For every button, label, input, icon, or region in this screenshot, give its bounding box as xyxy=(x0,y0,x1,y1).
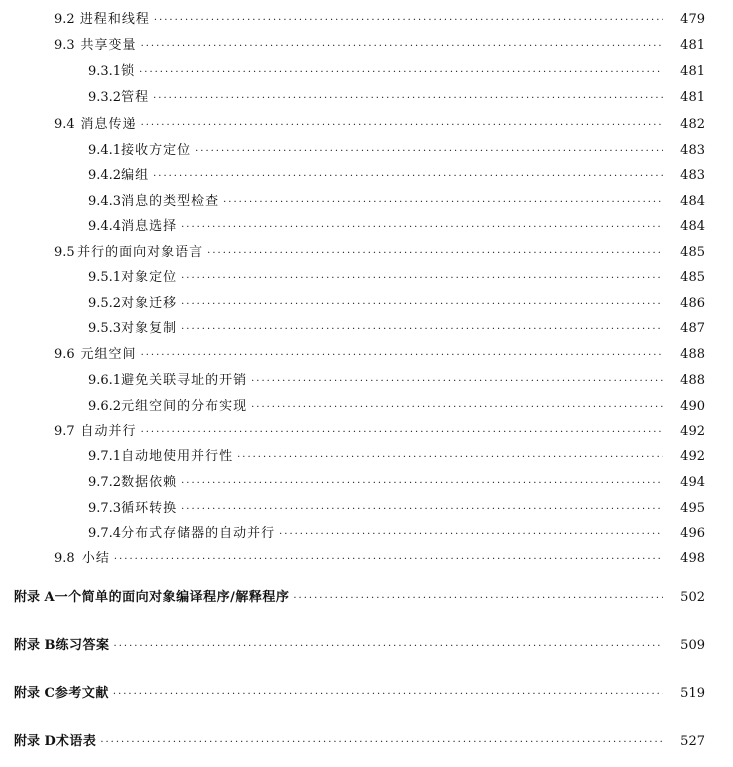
appendix-title: 练习答案 xyxy=(55,638,110,653)
section-title: 对象定位 xyxy=(121,270,178,285)
appendix-title: 参考文献 xyxy=(54,686,109,701)
page-number: 496 xyxy=(680,526,705,541)
dot-leader xyxy=(139,61,663,85)
page-number: 484 xyxy=(680,194,705,209)
dot-leader xyxy=(141,35,663,59)
section-number: 9.5.1 xyxy=(88,270,122,285)
section-number: 9.7.1 xyxy=(88,449,122,464)
toc-entry-9-4-2 xyxy=(88,164,705,188)
dot-leader xyxy=(181,216,663,240)
section-title: 元组空间的分布实现 xyxy=(121,399,248,414)
section-title: 编组 xyxy=(121,168,150,183)
toc-entry-9-8 xyxy=(54,547,705,571)
dot-leader xyxy=(181,498,663,522)
page-number: 482 xyxy=(680,117,705,132)
dot-leader xyxy=(141,114,663,138)
section-number: 9.3 xyxy=(54,38,75,53)
page-number: 481 xyxy=(680,90,705,105)
section-title: 分布式存储器的自动并行 xyxy=(121,526,276,541)
section-number: 9.7.3 xyxy=(88,501,122,516)
toc-entry-9-6 xyxy=(54,343,705,367)
page-number: 492 xyxy=(680,424,705,439)
section-title: 自动并行 xyxy=(80,424,137,439)
section-number: 9.5 xyxy=(54,245,75,260)
section-number: 9.2 xyxy=(54,12,75,27)
section-number: 9.4.4 xyxy=(88,219,122,234)
toc-entry-9-3-1 xyxy=(88,60,705,84)
dot-leader xyxy=(154,9,663,33)
section-title: 并行的面向对象语言 xyxy=(77,245,204,260)
page-number: 492 xyxy=(680,449,705,464)
section-number: 9.5.3 xyxy=(88,321,122,336)
section-number: 9.4 xyxy=(54,117,75,132)
section-number: 9.3.1 xyxy=(88,64,122,79)
dot-leader xyxy=(279,523,663,547)
appendix-title: 术语表 xyxy=(55,734,97,749)
section-number: 9.4.3 xyxy=(88,194,122,209)
section-title: 管程 xyxy=(121,90,150,105)
toc-entry-9-5-2 xyxy=(88,292,705,316)
toc-entry-appendix-c xyxy=(14,682,705,706)
dot-leader xyxy=(113,683,663,707)
dot-leader xyxy=(237,446,663,470)
appendix-label: 附录 A xyxy=(14,590,55,605)
toc-entry-9-2 xyxy=(54,8,705,32)
dot-leader xyxy=(181,472,663,496)
page-number: 483 xyxy=(680,143,705,158)
dot-leader xyxy=(141,344,663,368)
section-number: 9.7.4 xyxy=(88,526,122,541)
page-number: 498 xyxy=(680,551,705,566)
dot-leader xyxy=(153,165,663,189)
section-title: 避免关联寻址的开销 xyxy=(121,373,248,388)
section-title: 循环转换 xyxy=(121,501,178,516)
page-number: 481 xyxy=(680,38,705,53)
page-number: 509 xyxy=(680,638,705,653)
page-number: 485 xyxy=(680,270,705,285)
toc-entry-9-5-1 xyxy=(88,266,705,290)
section-title: 元组空间 xyxy=(80,347,137,362)
page-number: 490 xyxy=(680,399,705,414)
dot-leader xyxy=(181,318,663,342)
dot-leader xyxy=(251,370,663,394)
section-title: 消息传递 xyxy=(80,117,137,132)
section-number: 9.7 xyxy=(54,424,75,439)
dot-leader xyxy=(251,396,663,420)
toc-entry-9-6-1 xyxy=(88,369,705,393)
page-number: 479 xyxy=(680,12,705,27)
section-title: 自动地使用并行性 xyxy=(121,449,234,464)
dot-leader xyxy=(114,548,663,572)
toc-entry-9-7-2 xyxy=(88,471,705,495)
toc-entry-9-4-1 xyxy=(88,139,705,163)
page-number: 488 xyxy=(680,347,705,362)
page-number: 494 xyxy=(680,475,705,490)
section-title: 消息的类型检查 xyxy=(121,194,220,209)
page-number: 485 xyxy=(680,245,705,260)
toc-entry-9-6-2 xyxy=(88,395,705,419)
toc-entry-appendix-b xyxy=(14,634,705,658)
page-number: 527 xyxy=(680,734,705,749)
section-title: 锁 xyxy=(121,64,136,79)
section-number: 9.4.1 xyxy=(88,143,122,158)
appendix-label: 附录 C xyxy=(14,686,55,701)
page-number: 481 xyxy=(680,64,705,79)
toc-entry-9-4 xyxy=(54,113,705,137)
dot-leader xyxy=(293,587,663,611)
toc-entry-appendix-a xyxy=(14,586,705,610)
section-number: 9.6.2 xyxy=(88,399,122,414)
page-number: 519 xyxy=(680,686,705,701)
toc-entry-9-5-3 xyxy=(88,317,705,341)
section-title: 共享变量 xyxy=(80,38,137,53)
dot-leader xyxy=(181,293,663,317)
section-number: 9.8 xyxy=(54,551,75,566)
page-number: 483 xyxy=(680,168,705,183)
appendix-title: 一个简单的面向对象编译程序/解释程序 xyxy=(54,590,290,605)
section-number: 9.4.2 xyxy=(88,168,122,183)
section-number: 9.5.2 xyxy=(88,296,122,311)
dot-leader xyxy=(207,242,663,266)
toc-entry-9-3-2 xyxy=(88,86,705,110)
dot-leader xyxy=(195,140,663,164)
toc-entry-9-5 xyxy=(54,241,705,265)
toc-entry-9-7-3 xyxy=(88,497,705,521)
toc-entry-9-4-4 xyxy=(88,215,705,239)
section-number: 9.6.1 xyxy=(88,373,122,388)
appendix-label: 附录 D xyxy=(14,734,56,749)
section-number: 9.6 xyxy=(54,347,75,362)
toc-entry-9-7-1 xyxy=(88,445,705,469)
section-title: 小结 xyxy=(81,551,110,566)
page-number: 488 xyxy=(680,373,705,388)
toc-entry-appendix-d xyxy=(14,730,705,754)
page-number: 484 xyxy=(680,219,705,234)
dot-leader xyxy=(181,267,663,291)
toc-entry-9-7 xyxy=(54,420,705,444)
toc-entry-9-3 xyxy=(54,34,705,58)
section-title: 消息选择 xyxy=(121,219,178,234)
page-number: 495 xyxy=(680,501,705,516)
page-number: 502 xyxy=(680,590,705,605)
section-title: 对象复制 xyxy=(121,321,178,336)
page-number: 486 xyxy=(680,296,705,311)
dot-leader xyxy=(114,635,663,659)
dot-leader xyxy=(223,191,663,215)
page-number: 487 xyxy=(680,321,705,336)
section-title: 对象迁移 xyxy=(121,296,178,311)
toc-entry-9-7-4 xyxy=(88,522,705,546)
section-title: 接收方定位 xyxy=(121,143,192,158)
dot-leader xyxy=(153,87,663,111)
dot-leader xyxy=(100,731,663,755)
section-number: 9.3.2 xyxy=(88,90,122,105)
dot-leader xyxy=(141,421,663,445)
appendix-label: 附录 B xyxy=(14,638,56,653)
toc-entry-9-4-3 xyxy=(88,190,705,214)
section-title: 进程和线程 xyxy=(79,12,150,27)
section-title: 数据依赖 xyxy=(121,475,178,490)
section-number: 9.7.2 xyxy=(88,475,122,490)
